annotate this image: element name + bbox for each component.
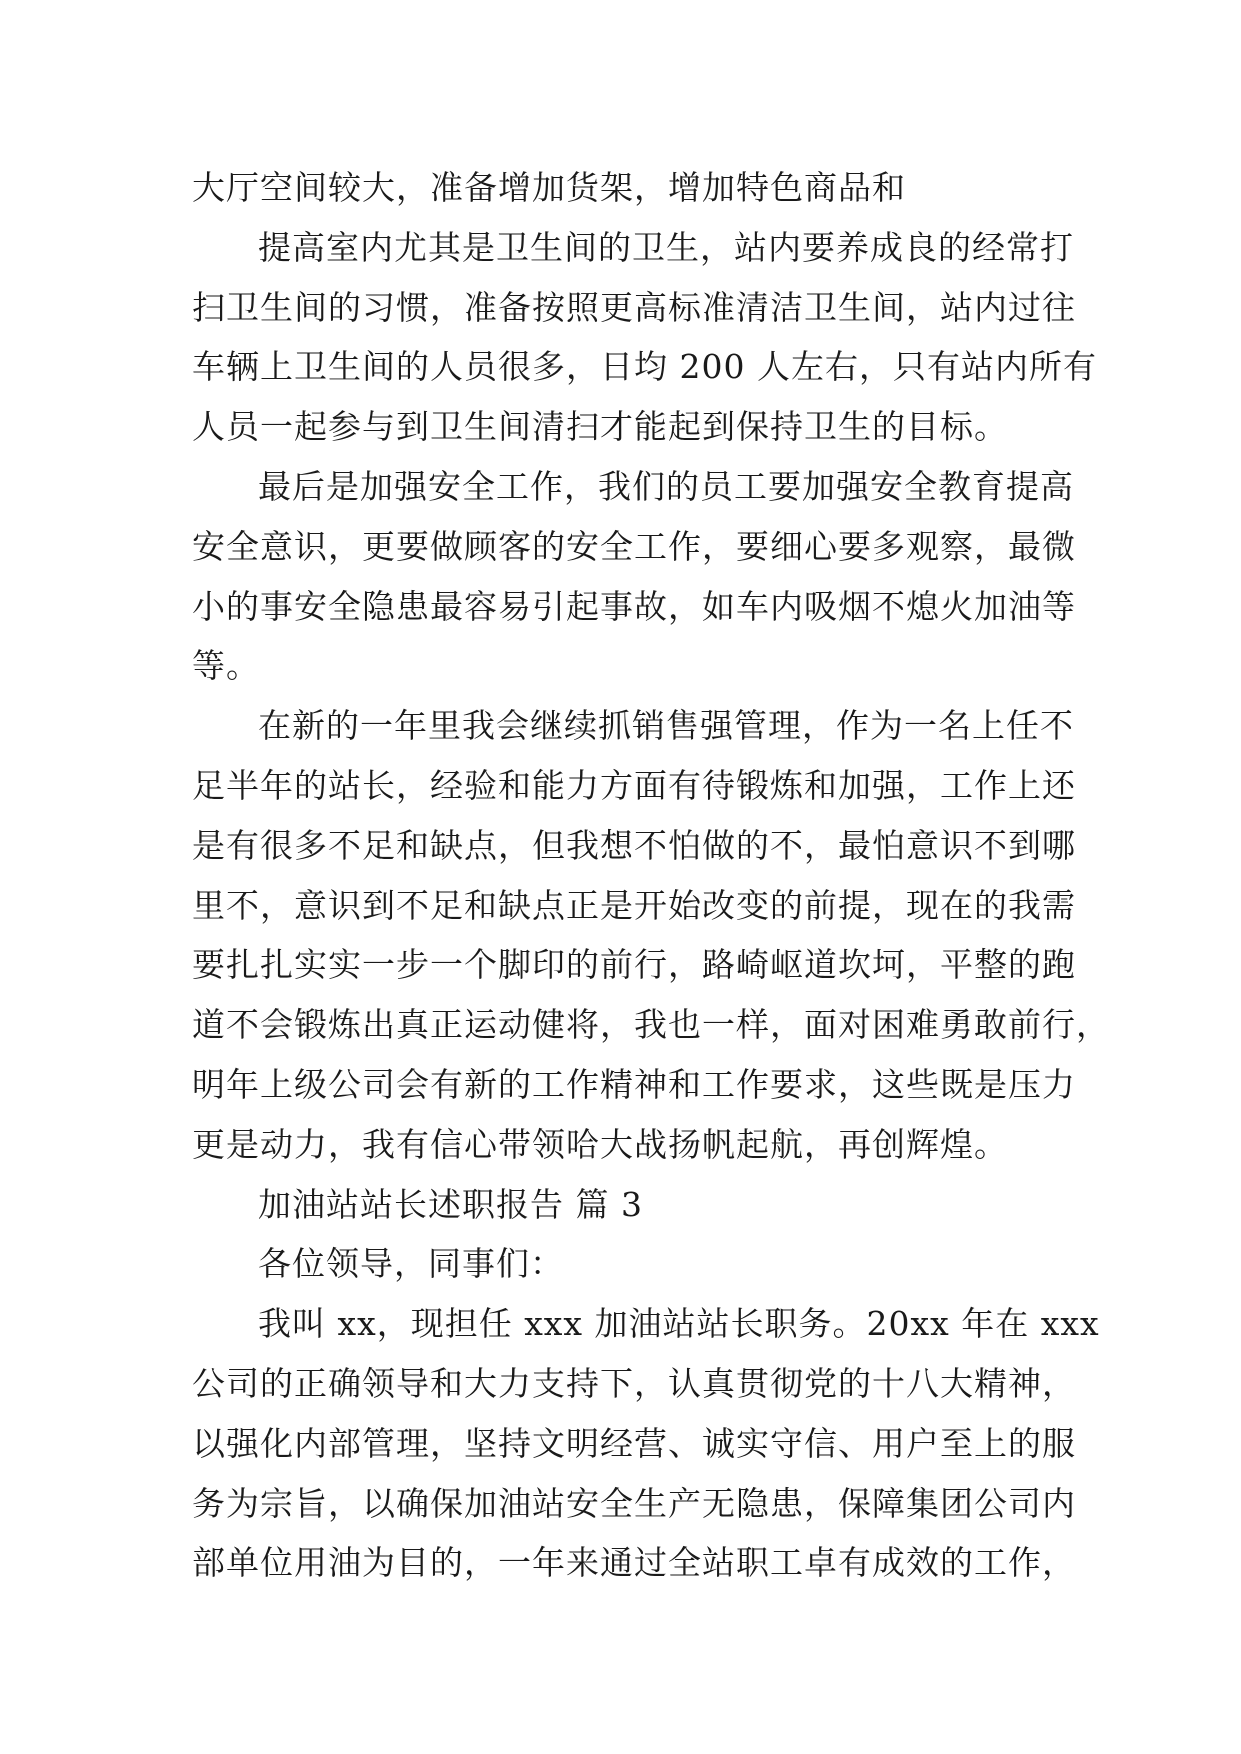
text-line: 车辆上卫生间的人员很多，日均 200 人左右，只有站内所有 <box>192 347 1097 387</box>
text-line: 道不会锻炼出真正运动健将，我也一样，面对困难勇敢前行， <box>192 1005 1110 1045</box>
text-line: 等。 <box>192 646 260 686</box>
text-line: 要扎扎实实一步一个脚印的前行，路崎岖道坎坷，平整的跑 <box>192 945 1076 985</box>
text-line: 最后是加强安全工作，我们的员工要加强安全教育提高 <box>258 466 1074 506</box>
text-line: 大厅空间较大，准备增加货架，增加特色商品和 <box>192 168 906 207</box>
text-line: 部单位用油为目的，一年来通过全站职工卓有成效的工作， <box>192 1543 1076 1583</box>
text-line: 以强化内部管理，坚持文明经营、诚实守信、用户至上的服 <box>192 1423 1076 1463</box>
text-line: 明年上级公司会有新的工作精神和工作要求，这些既是压力 <box>192 1064 1076 1104</box>
text-line: 人员一起参与到卫生间清扫才能起到保持卫生的目标。 <box>192 407 1008 447</box>
text-line: 在新的一年里我会继续抓销售强管理，作为一名上任不 <box>258 706 1074 746</box>
text-line: 是有很多不足和缺点，但我想不怕做的不，最怕意识不到哪 <box>192 825 1076 865</box>
document-body <box>192 158 1110 1593</box>
text-line: 扫卫生间的习惯，准备按照更高标准清洁卫生间，站内过往 <box>192 287 1076 327</box>
salutation: 各位领导，同事们： <box>258 1244 564 1284</box>
text-line: 公司的正确领导和大力支持下，认真贯彻党的十八大精神， <box>192 1363 1076 1403</box>
text-line: 我叫 xx，现担任 xxx 加油站站长职务。20xx 年在 xxx <box>258 1304 1100 1344</box>
text-line: 务为宗旨，以确保加油站安全生产无隐患，保障集团公司内 <box>192 1483 1076 1523</box>
text-line: 安全意识，更要做顾客的安全工作，要细心要多观察，最微 <box>192 526 1076 566</box>
text-line: 足半年的站长，经验和能力方面有待锻炼和加强，工作上还 <box>192 765 1076 805</box>
text-line: 里不，意识到不足和缺点正是开始改变的前提，现在的我需 <box>192 885 1076 925</box>
section-heading: 加油站站长述职报告 篇 3 <box>258 1184 643 1224</box>
text-line: 小的事安全隐患最容易引起事故，如车内吸烟不熄火加油等 <box>192 586 1076 626</box>
text-line: 更是动力，我有信心带领哈大战扬帆起航，再创辉煌。 <box>192 1124 1008 1164</box>
text-line: 提高室内尤其是卫生间的卫生，站内要养成良的经常打 <box>258 227 1074 267</box>
